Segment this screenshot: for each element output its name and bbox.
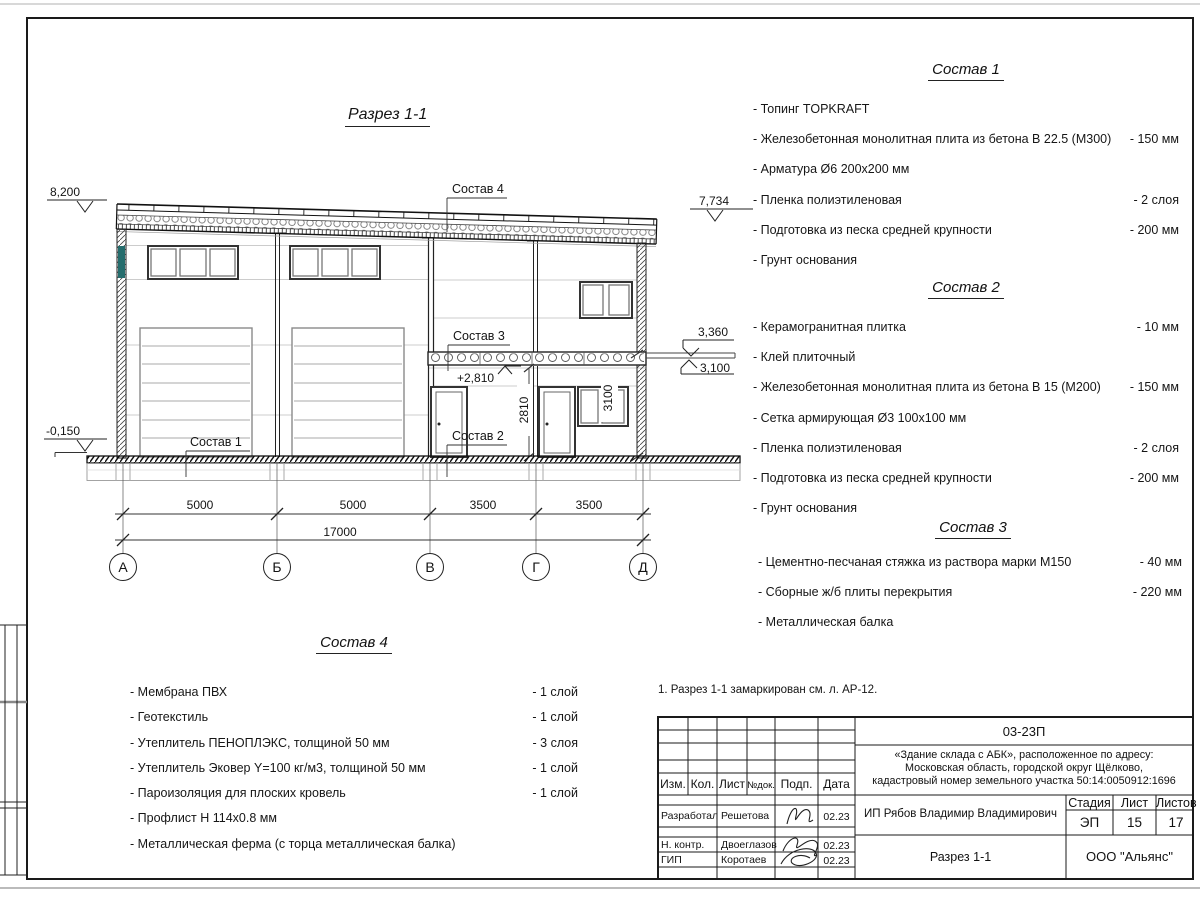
list-item [130, 837, 578, 862]
dim-b-v: 5000 [339, 498, 367, 512]
composition-4-list [130, 685, 578, 862]
tb-name-ncontrol: Двоеглазов [721, 839, 777, 851]
tb-date-developer: 02.23 [823, 811, 850, 823]
item-value: - 1 слой [532, 685, 578, 699]
tb-col-ndoc: №док. [747, 780, 775, 791]
tb-col-list: Лист [718, 777, 746, 791]
composition-3-title: Состав 3 [760, 519, 1186, 539]
item-value: - 1 слой [532, 786, 578, 801]
item-text: - Геотекстиль [130, 710, 209, 725]
item-text: - Металлическая ферма (с торца металлическая балка) [130, 836, 456, 851]
tb-stage-label: Стадия [1068, 796, 1111, 810]
dim-door-height: 2810 [517, 396, 531, 424]
item-text: - Цементно-песчаная стяжка из раствора марки М150 [758, 555, 1072, 569]
callout-sostav-4: Состав 4 [452, 182, 504, 196]
grid-bubbles [110, 554, 657, 581]
composition-2-list [753, 320, 1179, 531]
abk-door-2 [539, 387, 575, 457]
list-item [753, 350, 1179, 380]
abk-door-1 [431, 387, 467, 457]
list-item [753, 102, 1179, 132]
tb-sheets-value: 17 [1168, 815, 1184, 830]
callout-sostav-3: Состав 3 [453, 329, 505, 343]
item-value: - 200 мм [1129, 470, 1179, 485]
list-item [758, 585, 1182, 615]
composition-4-title: Состав 4 [130, 634, 578, 654]
item-text: - Пароизоляция для плоских кровель [130, 786, 346, 801]
item-text: - Керамогранитная плитка [753, 320, 906, 334]
tb-sheet-label: Лист [1120, 796, 1149, 810]
item-value: - 1 слой [532, 710, 578, 725]
composition-3-list [758, 555, 1182, 646]
list-item [753, 380, 1179, 410]
tb-name-developer: Решетова [721, 810, 770, 822]
tb-date-ncontrol: 02.23 [823, 840, 850, 852]
grid-label-a: А [118, 559, 128, 575]
item-text: - Сетка армирующая Ø3 100x100 мм [753, 410, 967, 425]
composition-2-title: Состав 2 [753, 279, 1179, 299]
item-value: - 2 слоя [1133, 440, 1179, 455]
tb-object-line3: кадастровый номер земельного участка 50:14:0050912:1696 [872, 775, 1176, 787]
item-value: - 200 мм [1129, 222, 1179, 237]
callout-sostav-1: Состав 1 [190, 435, 242, 449]
list-item [130, 710, 578, 735]
item-text: - Грунт основания [753, 501, 858, 516]
list-item [753, 223, 1179, 253]
item-value: - 150 мм [1129, 132, 1179, 147]
composition-1-title: Состав 1 [753, 61, 1179, 81]
tb-client: ИП Рябов Владимир Владимирович [864, 808, 1057, 820]
list-item [130, 761, 578, 786]
tb-sheets-label: Листов [1156, 796, 1197, 810]
item-text: - Утеплитель Эковер Y=100 кг/м3, толщиной 50 мм [130, 760, 426, 775]
signature-developer [787, 808, 813, 824]
dim-g-d: 3500 [575, 498, 603, 512]
list-item [130, 811, 578, 836]
callout-sostav-2: Состав 2 [452, 429, 504, 443]
tb-col-data: Дата [823, 777, 850, 791]
item-text: - Железобетонная монолитная плита из бетона В 15 (М200) [753, 380, 1101, 395]
item-text: - Мембрана ПВХ [130, 685, 228, 699]
item-text: - Утеплитель ПЕНОПЛЭКС, толщиной 50 мм [130, 735, 390, 750]
list-item [753, 193, 1179, 223]
tb-company: ООО "Альянс" [1086, 849, 1173, 864]
item-value: - 1 слой [532, 760, 578, 775]
elev-slab-top: 3,360 [698, 325, 729, 339]
grid-label-v: В [425, 559, 435, 575]
tb-col-podp: Подп. [780, 777, 813, 791]
dim-a-b: 5000 [186, 498, 214, 512]
abk-upper-window [580, 282, 632, 318]
signature-ncontrol [783, 838, 818, 856]
tb-col-izm: Изм. [660, 777, 686, 791]
elev-ground: -0,150 [46, 424, 81, 438]
list-item [130, 736, 578, 761]
warehouse-windows [148, 246, 380, 279]
ground-slab [55, 453, 740, 481]
item-value: - 150 мм [1129, 380, 1179, 395]
item-text: - Пленка полиэтиленовая [753, 440, 902, 455]
elev-slab-bottom: 3,100 [700, 361, 731, 375]
list-item [753, 471, 1179, 501]
tb-role-ncontrol: Н. контр. [661, 839, 705, 851]
wall-panel-accent [118, 246, 125, 278]
item-value: - 10 мм [1136, 320, 1179, 334]
composition-1-list [753, 102, 1179, 283]
left-edge-stamp [0, 625, 27, 875]
item-text: - Пленка полиэтиленовая [753, 192, 902, 207]
note: 1. Разрез 1-1 замаркирован см. л. АР-12. [658, 684, 878, 696]
tb-object-line1: «Здание склада с АБК», расположенное по адресу: [894, 749, 1154, 761]
list-item [130, 786, 578, 811]
item-text: - Грунт основания [753, 252, 858, 267]
roof-assembly [116, 204, 657, 247]
elev-roof-left: 8,200 [50, 185, 81, 199]
tb-date-gip: 02.23 [823, 855, 850, 867]
list-item [130, 685, 578, 710]
list-item [753, 320, 1179, 350]
item-text: - Клей плиточный [753, 350, 856, 365]
item-value: - 2 слоя [1133, 192, 1179, 207]
item-text: - Сборные ж/б плиты перекрытия [758, 585, 953, 600]
elev-floor2: +2,810 [457, 371, 495, 385]
item-text: - Подготовка из песка средней крупности [753, 222, 992, 237]
tb-doc-number: 03-23П [1002, 724, 1046, 739]
garage-door-2 [292, 328, 404, 457]
view-title: Разрез 1-1 [345, 106, 430, 127]
item-text: - Металлическая балка [758, 615, 894, 630]
item-value: - 40 мм [1139, 555, 1182, 569]
dim-window-height: 3100 [601, 384, 615, 412]
grid-label-g: Г [532, 559, 540, 575]
section-drawing [44, 198, 753, 581]
item-text: - Топинг TOPKRAFT [753, 102, 870, 116]
item-text: - Подготовка из песка средней крупности [753, 470, 992, 485]
list-item [753, 162, 1179, 192]
tb-object-line2: Московская область, городской округ Щёлково, [904, 762, 1144, 774]
grid-label-d: Д [638, 559, 648, 575]
item-text: - Железобетонная монолитная плита из бетона В 22.5 (М300) [753, 132, 1112, 147]
list-item [758, 615, 1182, 645]
tb-stage-value: ЭП [1079, 815, 1100, 830]
list-item [753, 411, 1179, 441]
tb-col-kol: Кол. [690, 777, 715, 791]
dim-v-g: 3500 [469, 498, 497, 512]
elev-roof-right: 7,734 [699, 194, 730, 208]
tb-role-developer: Разработал [661, 810, 719, 822]
tb-sheet-value: 15 [1126, 815, 1143, 830]
tb-role-gip: ГИП [661, 854, 682, 866]
item-value: - 220 мм [1132, 585, 1182, 600]
tb-view-name: Разрез 1-1 [929, 850, 992, 864]
signature-gip [781, 849, 817, 866]
item-value: - 3 слоя [532, 735, 578, 750]
item-text: - Профлист Н 114х0.8 мм [130, 811, 277, 826]
dim-total: 17000 [323, 525, 357, 539]
list-item [753, 132, 1179, 162]
tb-name-gip: Коротаев [721, 854, 767, 866]
item-text: - Арматура Ø6 200x200 мм [753, 162, 910, 177]
list-item [753, 441, 1179, 471]
list-item [758, 555, 1182, 585]
grid-label-b: Б [272, 559, 282, 575]
